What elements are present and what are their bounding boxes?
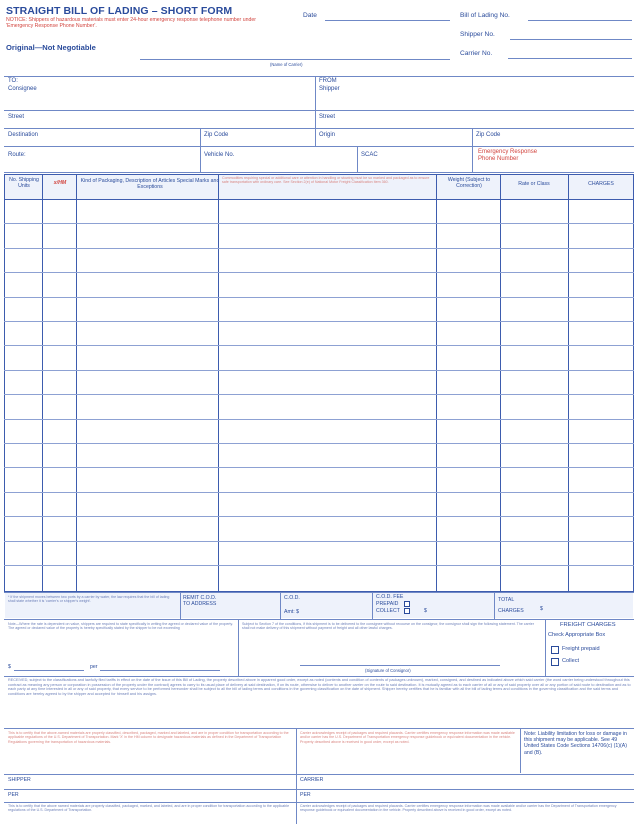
value-dollar: $ <box>8 664 11 670</box>
carrier-signature-label: CARRIER <box>300 777 324 783</box>
table-row[interactable] <box>4 297 634 298</box>
date-label: Date <box>303 12 317 19</box>
from-street-label: Street <box>319 114 336 120</box>
received-terms: RECEIVED, subject to the classifications and lawfully filed tariffs in effect on the date of the issue of this Bill of Lading, the property described above in apparent good order, except as noted (contents and condition of contents of packages unknown), marked, consigned, and destined as indicated above which said carrier (the word carrier being understood throughout this contract as meaning any person or corporation in possession of the property under the contract) agrees to carry to its usual place of delivery at said destination, if on its route, otherwise to deliver to another carrier on the route to said destination. It is mutually agreed as to each carrier of all or any of said property over all or any portion of said route to destination and as to each party at any time interested in all or any of said property, that every service to be performed hereunder shall be subject to all the bill of lading terms and conditions in the governing classification on the date of shipment. Shipper hereby certifies that he is familiar with all the bill of lading terms and conditions in the governing classification and the said terms and conditions are hereby agreed to by the shipper and accepted for himself and his assigns. <box>8 678 631 696</box>
form-title: STRAIGHT BILL OF LADING – SHORT FORM <box>6 5 233 17</box>
value-per-label: per <box>90 664 98 670</box>
hazmat-certification-left: This is to certify that the above-named materials are properly classified, described, packaged, marked and labeled, and are in proper condition for transportation according to the applicable regulations of the U.S. Department of Transportation. Mark 'X' in the HM column to designate hazardous materials as defined in the Department of Transportation Regulations governing the transportation of hazardous materials. <box>8 731 289 744</box>
total-charges-label: TOTAL CHARGES <box>498 597 524 614</box>
shipper-signature-label: SHIPPER <box>8 777 31 783</box>
from-label: FROM <box>319 78 337 84</box>
prepaid-label: PREPAID <box>376 601 399 607</box>
to-street-label: Street <box>8 114 25 120</box>
table-header-divider <box>4 199 634 200</box>
table-row[interactable] <box>4 223 634 224</box>
vehicle-label: Vehicle No. <box>204 152 235 158</box>
table-row[interactable] <box>4 345 634 346</box>
table-column-divider <box>218 174 219 592</box>
total-dollar: $ <box>540 606 543 612</box>
table-row[interactable] <box>4 565 634 566</box>
original-not-negotiable: Original—Not Negotiable <box>6 43 96 52</box>
shipper-per-label: PER <box>8 792 19 798</box>
cod-amt-label: Amt: $ <box>284 609 299 615</box>
liability-note: Note: Liability limitation for loss or damage in this shipment may be applicable. See 49 United States Code Sections 14706(c) (1)(A) and (B). <box>524 731 627 756</box>
collect-checkbox[interactable] <box>404 608 410 614</box>
col-hm-header: x/HM <box>53 180 67 186</box>
route-label: Route: <box>8 152 26 158</box>
shipper-no-line[interactable] <box>510 39 632 40</box>
table-row[interactable] <box>4 272 634 273</box>
table-column-divider <box>568 174 569 592</box>
bill-no-line[interactable] <box>528 20 632 21</box>
table-column-divider <box>76 174 77 592</box>
table-column-divider <box>42 174 43 592</box>
table-row[interactable] <box>4 321 634 322</box>
table-column-divider <box>436 174 437 592</box>
bill-no-label: Bill of Lading No. <box>460 12 510 19</box>
value-amount-line[interactable] <box>14 670 84 671</box>
carrier-name-line <box>140 59 450 60</box>
consignor-signature-line[interactable] <box>300 665 500 666</box>
freight-collect-label: Collect <box>562 658 580 664</box>
consignee-label: Consignee <box>8 86 37 92</box>
freight-collect-checkbox[interactable] <box>551 658 559 666</box>
carrier-no-label: Carrier No. <box>460 50 493 57</box>
scac-label: SCAC <box>361 152 378 158</box>
collect-label: COLLECT <box>376 608 400 614</box>
table-row[interactable] <box>4 467 634 468</box>
carrier-ack-text: Carrier acknowledges receipt of packages and required placards. Carrier certifies emergency response information was made available and/or carrier has the Department of Transportation emergency response guidebook or equivalent documentation in the vehicle. Property described above is received in good order, except as noted. <box>300 804 617 813</box>
col-rate-header: Rate or Class <box>518 181 550 187</box>
table-row[interactable] <box>4 492 634 493</box>
table-row[interactable] <box>4 443 634 444</box>
col-weight-header: Weight (Subject to Correction) <box>447 177 491 189</box>
emergency-phone-label: Emergency Response Phone Number <box>478 149 538 162</box>
col-note-header: Commodities requiring special or additional care or attention in handling or stowing must be so marked and packaged as to ensure safe transportation with ordinary care. See Section 2(e) of National Motor Freight Classification Item 360. <box>222 176 430 185</box>
date-line[interactable] <box>325 20 450 21</box>
freight-prepaid-checkbox[interactable] <box>551 646 559 654</box>
freight-prepaid-label: Freight prepaid <box>562 646 600 652</box>
hazmat-notice: NOTICE: Shippers of hazardous materials must enter 24-hour emergency response telephone number under 'Emergency Response Phone Number'. <box>6 17 256 30</box>
destination-label: Destination <box>8 132 39 138</box>
section7-text: Subject to Section 7 of the conditions, if this shipment is to be delivered to the consignee without recourse on the consignor, the consignor shall sign the following statement. The carrier shall not make delivery of this shipment without payment of freight and all other lawful charges. <box>242 622 534 631</box>
table-row[interactable] <box>4 394 634 395</box>
hazmat-certification-mid: Carrier acknowledges receipt of packages and required placards. Carrier certifies emergency response information was made available and/or carrier has the U.S. Department of Transportation emergency response guidebook or equivalent documentation in the vehicle. Property described above is received in good order, except as noted. <box>300 731 515 744</box>
carrier-no-line[interactable] <box>508 58 632 59</box>
value-per-line[interactable] <box>100 670 220 671</box>
col-kind-header: Kind of Packaging, Description of Articles Special Marks and Exceptions <box>80 178 220 190</box>
weight-note: * If the shipment moves between two ports by a carrier by water, the law requires that the bill of lading shall state whether it is 'carrier's or shipper's weight'. <box>8 595 170 604</box>
table-column-divider <box>500 174 501 592</box>
shipper-no-label: Shipper No. <box>460 31 495 38</box>
check-box-caption: Check Appropriate Box <box>548 632 606 638</box>
remit-cod-label: REMIT C.O.D. TO ADDRESS <box>183 595 217 607</box>
table-row[interactable] <box>4 516 634 517</box>
carrier-per-label: PER <box>300 792 311 798</box>
name-of-carrier-caption: (Name of Carrier) <box>270 62 303 67</box>
cod-fee-dollar: $ <box>424 608 427 614</box>
shipper-label: Shipper <box>319 86 340 92</box>
col-units-header: No. Shipping Units <box>9 177 39 189</box>
shipper-certify-text: This is to certify that the above named materials are properly classified, packaged, marked, and labeled, and are in proper condition for transportation according to the applicable regulations of the U.S. Department of Transportation. <box>8 804 290 813</box>
prepaid-checkbox[interactable] <box>404 601 410 607</box>
to-label: TO: <box>8 78 18 84</box>
consignor-signature-caption: (Signature of Consignor) <box>365 668 411 673</box>
table-row[interactable] <box>4 370 634 371</box>
table-row[interactable] <box>4 541 634 542</box>
from-zip-label: Zip Code <box>476 132 501 138</box>
to-zip-label: Zip Code <box>204 132 229 138</box>
col-charges-header: CHARGES <box>588 181 614 187</box>
table-row[interactable] <box>4 248 634 249</box>
declared-value-note: Note—Where the rate is dependent on value, shippers are required to state specifically in writing the agreed or declared value of the property. The agreed or declared value of the property is hereby specifically stated by the shipper to be not exceeding <box>8 622 234 631</box>
cod-fee-label: C.O.D. FEE <box>376 594 404 600</box>
freight-charges-title: FREIGHT CHARGES <box>560 622 616 628</box>
table-row[interactable] <box>4 419 634 420</box>
cod-label: C.O.D. <box>284 595 300 601</box>
items-table <box>4 174 634 592</box>
origin-label: Origin <box>319 132 336 138</box>
